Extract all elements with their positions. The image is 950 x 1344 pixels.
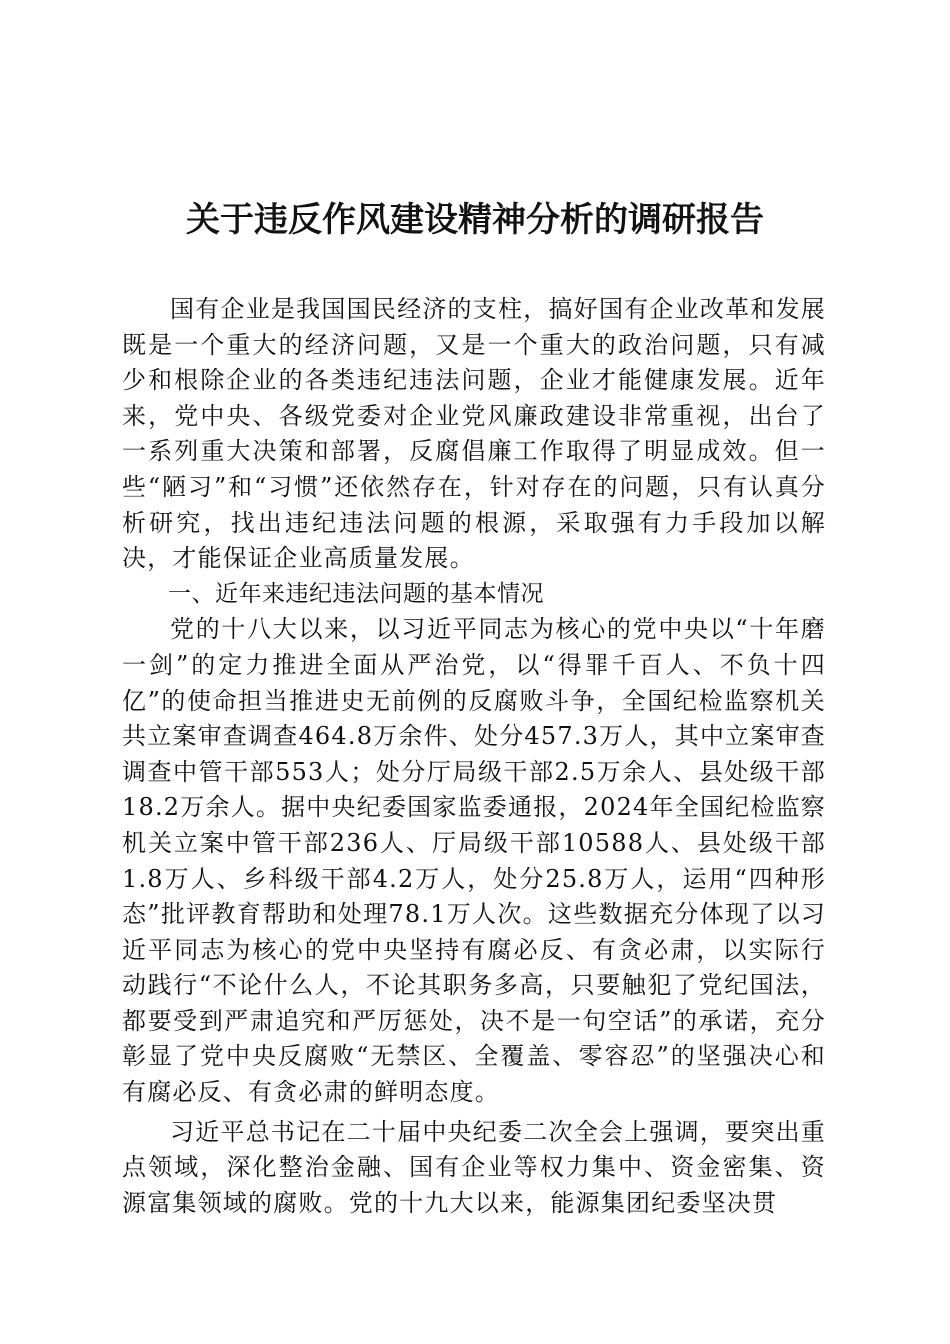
section-paragraph-2: 习近平总书记在二十届中央纪委二次全会上强调，要突出重点领域，深化整治金融、国有企业等权力集中、资金密集、资源富集领域的腐败。党的十九大以来，能源集团纪委坚决贯 xyxy=(122,1117,826,1217)
section-paragraph-1: 党的十八大以来，以习近平同志为核心的党中央以“十年磨一剑”的定力推进全面从严治党，以“得罪千百人、不负十四亿”的使命担当推进史无前例的反腐败斗争，全国纪检监察机关共立案审查调查464.8万余件、处分457.3万人，其中立案审查调查中管干部553人；处分厅局级干部2.5万余人、县处级干部18.2万余人。据中央纪委国家监委通报，2024年全国纪检监察机关立案中管干部236人、厅局级干部10588人、县处级干部1.8万人、乡科级干部4.2万人，处分25.8万人，运用“四种形态”批评教育帮助和处理78.1万人次。这些数据充分体现了以习近平同志为核心的党中央坚持有腐必反、有贪必肃，以实际行动践行“不论什么人，不论其职务多高，只要触犯了党纪国法，都要受到严肃追究和严厉惩处，决不是一句空话”的承诺，充分彰显了党中央反腐败“无禁区、全覆盖、零容忍”的坚强决心和有腐必反、有贪必肃的鲜明态度。 xyxy=(122,615,826,1107)
document-title: 关于违反作风建设精神分析的调研报告 xyxy=(186,200,764,240)
section-heading: 一、近年来违纪违法问题的基本情况 xyxy=(168,580,544,607)
document-body xyxy=(122,292,826,1221)
intro-paragraph: 国有企业是我国国民经济的支柱，搞好国有企业改革和发展既是一个重大的经济问题，又是一个重大的政治问题，只有减少和根除企业的各类违纪违法问题，企业才能健康发展。近年来，党中央、各级党委对企业党风廉政建设非常重视，出台了一系列重大决策和部署，反腐倡廉工作取得了明显成效。但一些“陋习”和“习惯”还依然存在，针对存在的问题，只有认真分析研究，找出违纪违法问题的根源，采取强有力手段加以解决，才能保证企业高质量发展。 xyxy=(122,295,826,573)
